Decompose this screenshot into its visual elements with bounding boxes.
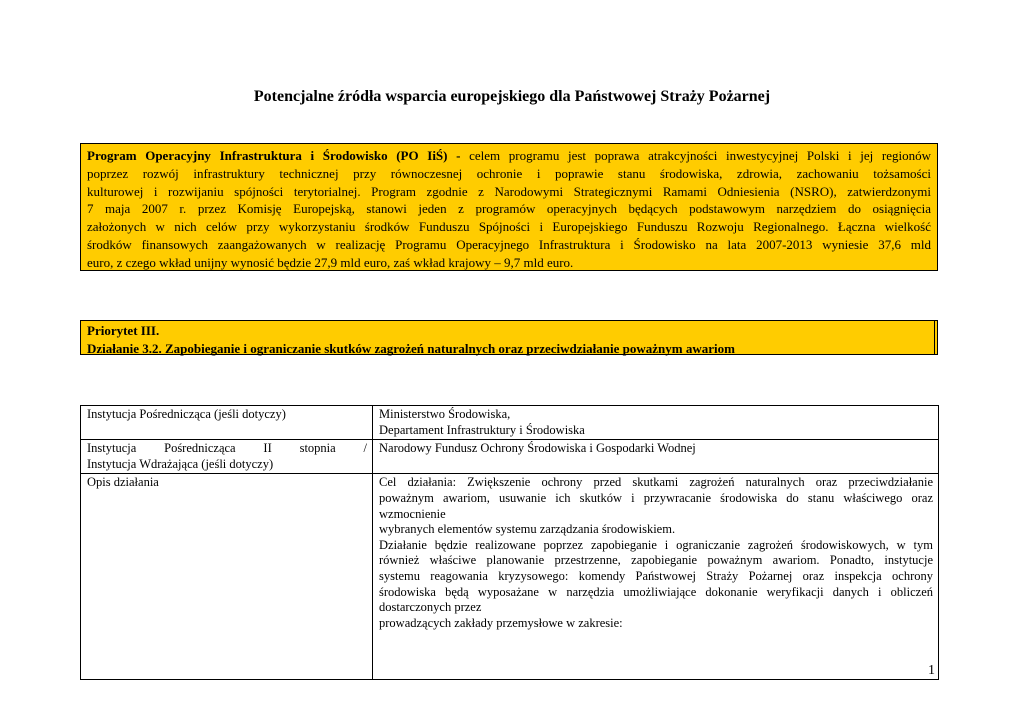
priority-box-divider <box>934 321 935 354</box>
table-label-cell <box>81 440 373 474</box>
row-value-line: systemu reagowania kryzysowego: komendy Państwowej Straży Pożarnej oraz inspekcja ochrony <box>379 568 933 583</box>
row-value-line: Ministerstwo Środowiska, <box>379 407 511 421</box>
row-value-line: Działanie będzie realizowane poprzez zapobieganie i ograniczanie zagrożeń środowiskowych, w tym <box>379 537 933 552</box>
action-heading: Działanie 3.2. Zapobieganie i ograniczanie skutków zagrożeń naturalnych oraz przeciwdziałanie poważnym awariom <box>87 340 735 356</box>
row-value-line: Narodowy Fundusz Ochrony Środowiska i Gospodarki Wodnej <box>379 441 696 456</box>
program-line-1 <box>87 147 931 165</box>
program-line-6: środków finansowych zaangażowanych w realizację Programu Operacyjnego Infrastruktura i Środowisko na lata 2007-2013 wyniesie 37,6 mld <box>87 236 931 252</box>
program-line-2: poprzez rozwój infrastruktury technicznej przy równoczesnej ochronie i poprawie stanu środowiska, zdrowia, zachowaniu tożsamości <box>87 165 931 181</box>
row-value-line: prowadzących zakłady przemysłowe w zakresie: <box>379 615 623 630</box>
row-value-line: środowiska będą wyposażane w narzędzia umożliwiające dokonanie weryfikacji danych i obliczeń <box>379 584 933 599</box>
info-table <box>80 405 939 680</box>
page-number: 1 <box>928 663 935 678</box>
table-row <box>81 440 939 474</box>
program-line-3: kulturowej i rozwijaniu spójności terytorialnej. Program zgodnie z Narodowymi Strategicznymi Ramami Odniesienia (NSRO), zatwierdzonymi <box>87 183 931 199</box>
program-line-5: założonych w nich celów przy wykorzystaniu środków Funduszu Spójności i Europejskiego Funduszu Rozwoju Regionalnego. Łączna wielkość <box>87 219 931 235</box>
priority-heading: Priorytet III. <box>87 323 160 338</box>
row-value-line: dostarczonych przez <box>379 600 482 615</box>
table-label-cell <box>81 474 373 680</box>
row-label: Instytucja Wdrażająca (jeśli dotyczy) <box>87 456 274 471</box>
row-value-line: również właściwe planowanie przestrzenne, zapobieganie poważnym awariom. Ponadto, instytucje <box>379 553 933 568</box>
row-value-line: Cel działania: Zwiększenie ochrony przed skutkami zagrożeń naturalnych oraz przeciwdziałanie <box>379 475 933 490</box>
program-line-7: euro, z czego wkład unijny wynosić będzie 27,9 mld euro, zaś wkład krajowy – 9,7 mld euro. <box>87 254 574 270</box>
row-value-line: Departament Infrastruktury i Środowiska <box>379 422 585 437</box>
table-row <box>81 406 939 440</box>
row-label: Instytucja Pośrednicząca (jeśli dotyczy) <box>87 407 286 421</box>
table-label-cell <box>81 406 373 440</box>
program-box <box>80 143 938 271</box>
row-label: Instytucja Pośrednicząca II stopnia / <box>87 441 367 456</box>
row-value-line: wybranych elementów systemu zarządzania środowiskiem. <box>379 522 676 537</box>
program-line-4: 7 maja 2007 r. przez Komisję Europejską, stanowi jeden z programów operacyjnych będących podstawowym narzędziem do osiągnięcia <box>87 201 931 217</box>
program-line-1-text: celem programu jest poprawa atrakcyjności inwestycyjnej Polski i jej regionów <box>469 148 932 163</box>
page-title: Potencjalne źródła wsparcia europejskiego dla Państwowej Straży Pożarnej <box>253 88 771 105</box>
table-value-cell <box>373 474 939 680</box>
priority-box <box>80 320 938 355</box>
row-label: Opis działania <box>87 475 159 490</box>
row-value-line: poważnym awariom, usuwanie ich skutków i przywracanie środowiska do stanu właściwego oraz <box>379 490 933 505</box>
table-row <box>81 474 939 680</box>
program-name: Program Operacyjny Infrastruktura i Środowisko (PO IiŚ) - <box>87 148 461 163</box>
row-value-line: wzmocnienie <box>379 506 446 521</box>
table-value-cell <box>373 440 939 474</box>
table-value-cell <box>373 406 939 440</box>
